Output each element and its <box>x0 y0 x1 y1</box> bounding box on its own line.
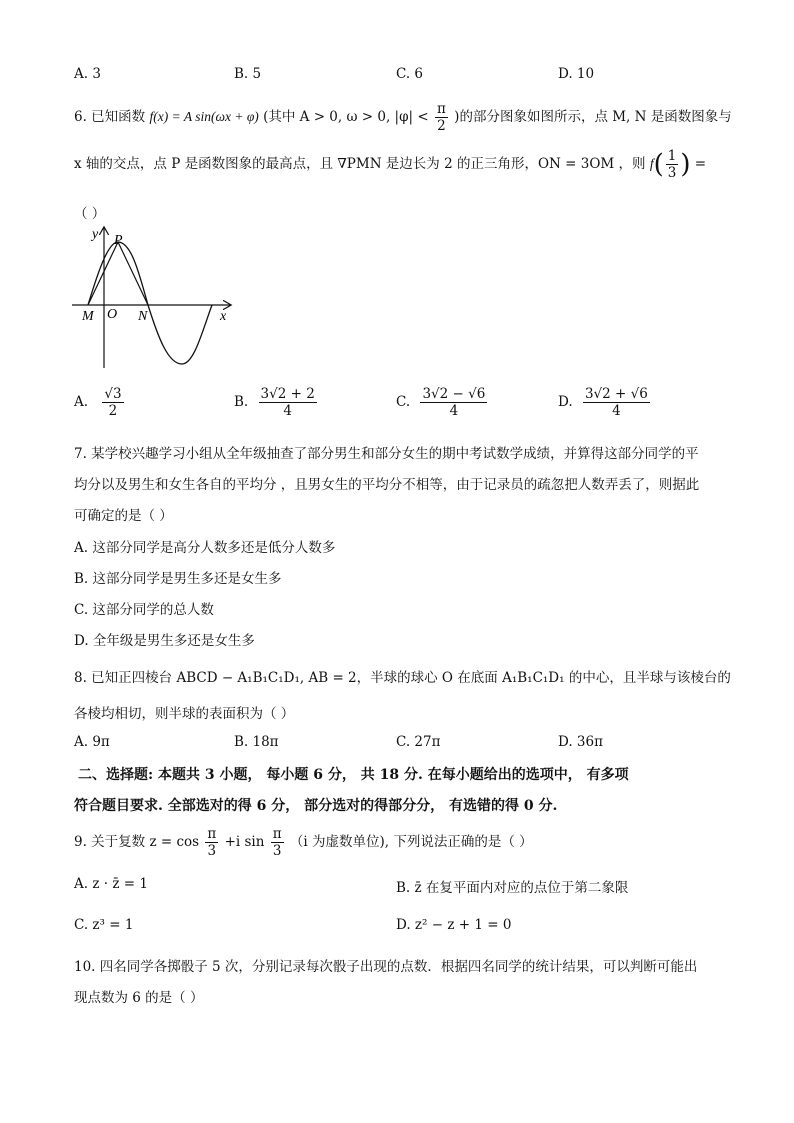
fraction-denominator: 4 <box>449 403 459 419</box>
q5-option-b: B. 5 <box>234 66 262 82</box>
q6-function-graph <box>70 222 240 372</box>
q6-line-2: x 轴的交点，点 P 是函数图象的最高点，且 ∇PMN 是边长为 2 的正三角形，ON = 3OM ，则 f( $\frac{1}{3}$ ) = <box>74 148 707 181</box>
q9-suffix: （i 为虚数单位), 下列说法正确的是（ ） <box>289 834 533 850</box>
section-2-heading-line-1: 二、选择题: 本题共 3 小题， 每小题 6 分， 共 18 分. 在每小题给出的选项中， 有多项 <box>78 767 629 783</box>
q7-option-a: A. 这部分同学是高分人数多还是低分人数多 <box>74 540 336 556</box>
option-c-fraction <box>420 386 487 419</box>
q9-option-a: A. z · z̄ = 1 <box>74 876 148 892</box>
q9-option-d: D. z² − z + 1 = 0 <box>396 917 512 933</box>
option-a-fraction <box>102 386 123 419</box>
label-y: y <box>92 227 99 242</box>
label-x: x <box>220 309 227 324</box>
fraction-denominator: 2 <box>108 403 118 419</box>
q8-option-d: D. 36π <box>558 734 603 750</box>
fraction-numerator: √3 <box>104 386 122 402</box>
fraction-numerator: π <box>207 826 217 842</box>
label-m: M <box>82 309 94 324</box>
fraction-denominator: 3 <box>207 843 217 859</box>
q5-option-c: C. 6 <box>396 66 424 82</box>
q9-mid: +i sin <box>224 834 265 850</box>
q6-condition: (其中 A > 0, ω > 0, |φ| < <box>263 109 429 125</box>
option-label: C. <box>396 394 411 410</box>
fraction-denominator: 4 <box>612 403 621 419</box>
q6-option-c <box>396 386 489 419</box>
q9-pi-over-3-b <box>271 826 284 859</box>
q9-line <box>74 826 533 859</box>
q6-one-third <box>666 148 679 181</box>
q8-option-a: A. 9π <box>74 734 110 750</box>
q7-option-b: B. 这部分同学是男生多还是女生多 <box>74 571 282 587</box>
fraction-denominator: 2 <box>437 118 446 134</box>
q7-option-c: C. 这部分同学的总人数 <box>74 602 214 618</box>
fraction-numerator: 1 <box>667 148 677 164</box>
q6-line2-text: x 轴的交点，点 P 是函数图象的最高点，且 ∇PMN 是边长为 2 的正三角形，ON = 3OM ，则 <box>74 156 646 172</box>
label-p: P <box>114 233 123 248</box>
option-label: B. <box>234 394 249 410</box>
fraction-denominator: 3 <box>667 165 677 181</box>
fraction-denominator: 4 <box>283 403 292 419</box>
fraction-numerator: 3√2 + 2 <box>260 386 315 402</box>
label-n: N <box>138 309 148 324</box>
fraction-numerator: π <box>437 101 446 117</box>
fraction-numerator: 3√2 + √6 <box>584 386 648 402</box>
q5-option-a: A. 3 <box>74 66 101 82</box>
option-label: A. <box>74 394 89 410</box>
q10-line-2: 现点数为 6 的是（ ） <box>74 990 204 1006</box>
option-b-fraction <box>259 386 317 419</box>
q7-line-3: 可确定的是（ ） <box>74 508 173 524</box>
q6-pi-over-2 <box>435 101 448 134</box>
q8-option-b: B. 18π <box>234 734 279 750</box>
triangle-side-pn <box>118 242 148 305</box>
q6-prefix: 6. 已知函数 <box>74 109 146 125</box>
q8-line-1: 8. 已知正四棱台 ABCD − A₁B₁C₁D₁, AB = 2，半球的球心 O 在底面 A₁B₁C₁D₁ 的中心，且半球与该棱台的 <box>74 670 731 686</box>
q9-option-c: C. z³ = 1 <box>74 917 134 933</box>
q6-option-a <box>74 386 126 419</box>
option-d-fraction <box>583 386 650 419</box>
q6-f-symbol: f <box>649 156 654 171</box>
q6-equals: = <box>694 156 707 172</box>
q7-line-2: 均分以及男生和女生各自的平均分 ，且男女生的平均分不相等，由于记录员的疏忽把人数弄丢了，则据此 <box>74 477 700 493</box>
fraction-numerator: π <box>272 826 282 842</box>
q6-option-d <box>558 386 652 419</box>
triangle-side-mp <box>88 242 118 305</box>
sine-curve <box>88 242 212 364</box>
q6-answer-bracket: （ ） <box>74 206 106 222</box>
fraction-numerator: 3√2 − √6 <box>422 386 486 402</box>
q6-function: f(x) = A sin(ωx + φ) <box>149 109 259 124</box>
q8-option-c: C. 27π <box>396 734 441 750</box>
fraction-denominator: 3 <box>272 843 282 859</box>
q10-line-1: 10. 四名同学各掷骰子 5 次，分别记录每次骰子出现的点数．根据四名同学的统计结果，可以判断可能出 <box>74 959 698 975</box>
q6-line-1 <box>74 101 732 134</box>
option-label: D. <box>558 394 573 410</box>
q6-option-b <box>234 386 319 419</box>
label-o: O <box>107 307 118 322</box>
q6-line1-suffix: )的部分图象如图所示，点 M, N 是函数图象与 <box>454 109 732 125</box>
q9-pi-over-3-a <box>205 826 218 859</box>
q7-option-d: D. 全年级是男生多还是女生多 <box>74 633 255 649</box>
q9-option-b: B. z̄ 在复平面内对应的点位于第二象限 <box>396 880 629 896</box>
q7-line-1: 7. 某学校兴趣学习小组从全年级抽查了部分男生和部分女生的期中考试数学成绩，并算得这部分同学的平 <box>74 446 699 462</box>
q5-option-d: D. 10 <box>558 66 595 82</box>
q9-prefix: 9. 关于复数 z = cos <box>74 834 200 850</box>
q8-line-2: 各棱均相切，则半球的表面积为（ ） <box>74 706 295 722</box>
section-2-heading-line-2: 符合题目要求. 全部选对的得 6 分， 部分选对的得部分分， 有选错的得 0 分. <box>74 798 558 814</box>
